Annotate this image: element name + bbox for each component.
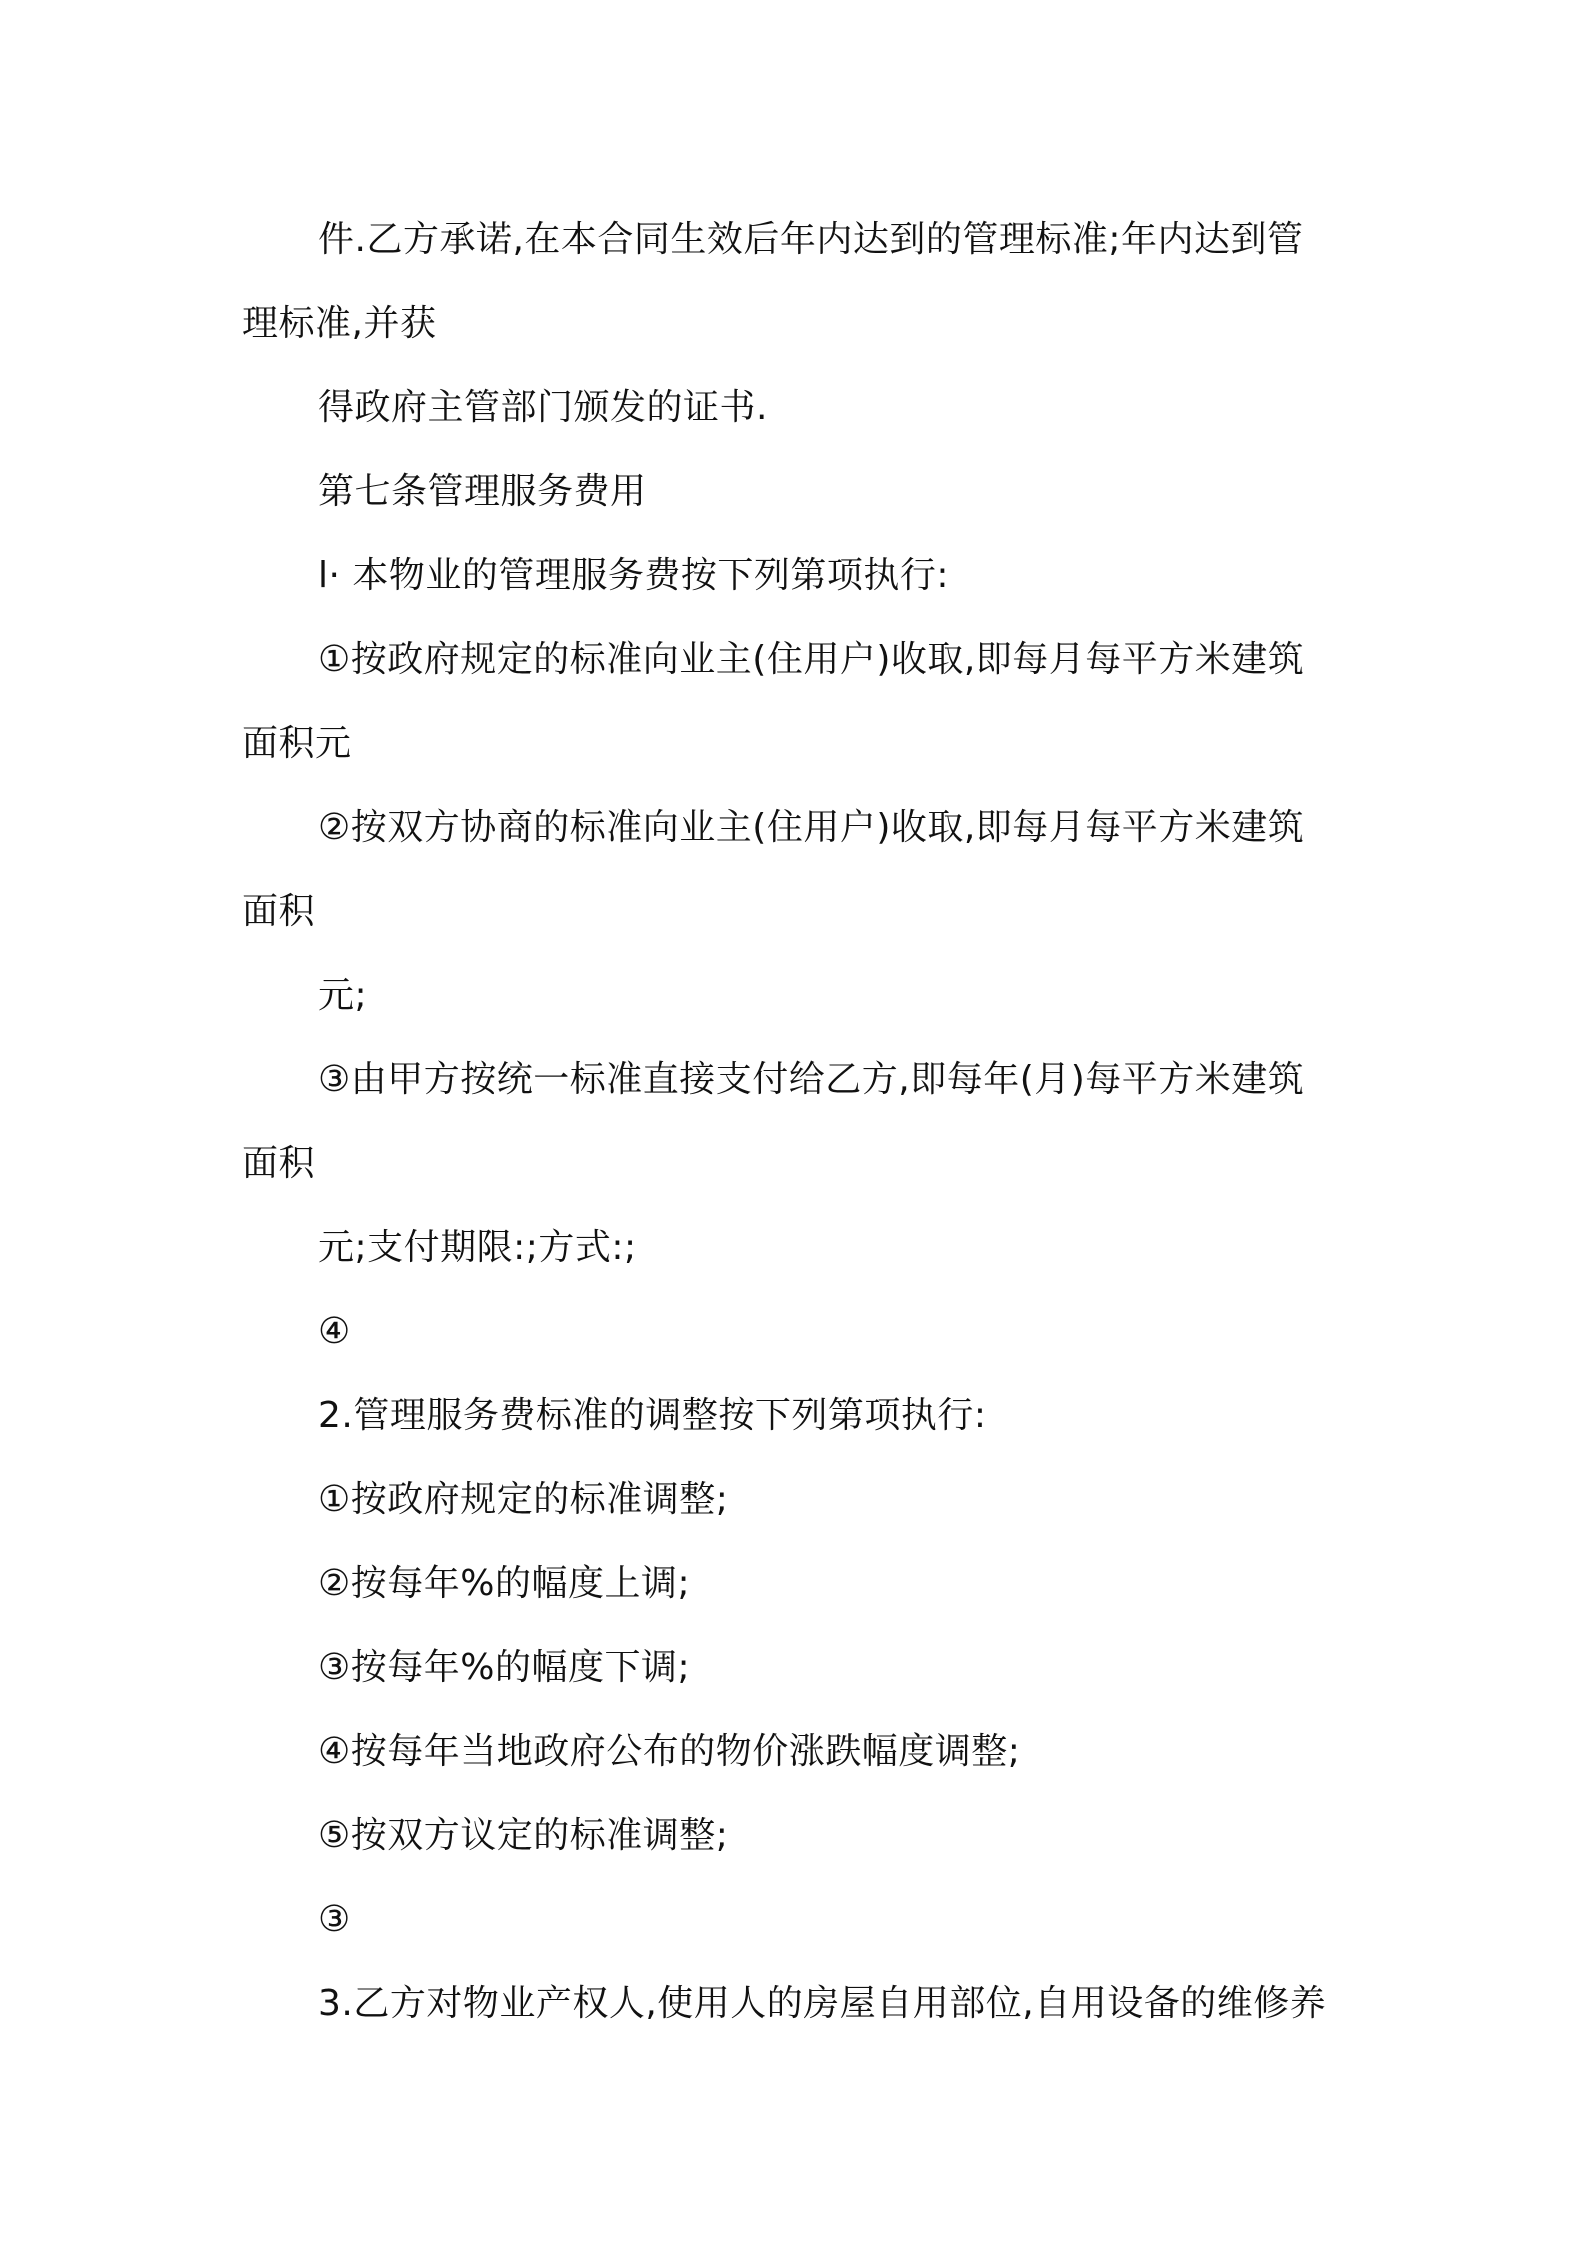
text-line: 面积 [242,1143,316,1184]
text-line: ④按每年当地政府公布的物价涨跌幅度调整; [318,1731,1021,1772]
text-line: 理标准,并获 [242,303,437,344]
text-line: 元;支付期限:;方式:; [318,1227,637,1268]
text-line: ①按政府规定的标准调整; [318,1479,729,1520]
text-line: ①按政府规定的标准向业主(住用户)收取,即每月每平方米建筑 [318,639,1305,680]
text-line: 元; [318,975,368,1016]
text-line: ③ [318,1899,351,1940]
text-line: ③由甲方按统一标准直接支付给乙方,即每年(月)每平方米建筑 [318,1059,1305,1100]
document-body [242,198,1356,2046]
text-line: ⑤按双方议定的标准调整; [318,1815,729,1856]
text-line: 面积元 [242,723,352,764]
text-line: 件.乙方承诺,在本合同生效后年内达到的管理标准;年内达到管 [318,219,1304,260]
section-heading: 第七条管理服务费用 [318,471,647,512]
text-line: ②按每年%的幅度上调; [318,1563,691,1604]
text-line: 2.管理服务费标准的调整按下列第项执行: [318,1395,987,1436]
text-line: 得政府主管部门颁发的证书. [318,387,768,428]
text-line: l· 本物业的管理服务费按下列第项执行: [318,555,950,596]
text-line: 面积 [242,891,316,932]
text-line: ③按每年%的幅度下调; [318,1647,691,1688]
text-line: 3.乙方对物业产权人,使用人的房屋自用部位,自用设备的维修养 [318,1983,1327,2024]
text-line: ④ [318,1311,351,1352]
text-line: ②按双方协商的标准向业主(住用户)收取,即每月每平方米建筑 [318,807,1305,848]
